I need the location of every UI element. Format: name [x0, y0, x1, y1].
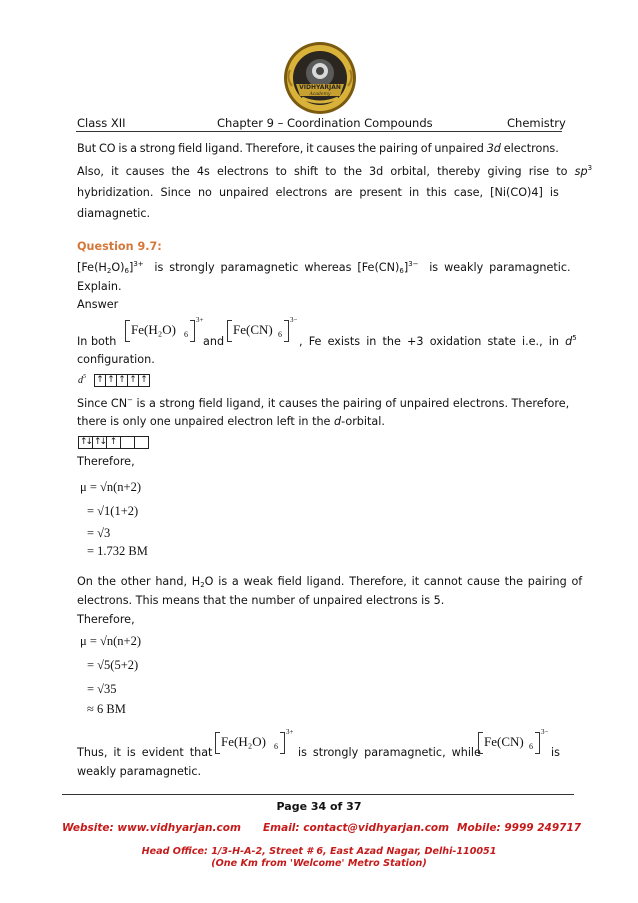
q: is strongly paramagnetic whereas [Fe(CN)	[154, 261, 400, 274]
complex-fe-h2o-2	[215, 728, 294, 759]
word: But	[77, 142, 97, 155]
orbital-box: ↑	[94, 374, 106, 387]
orbital-box	[121, 436, 135, 449]
word: 3d	[486, 142, 501, 155]
orbital-box: ↑	[107, 436, 121, 449]
bracket-left	[215, 732, 220, 754]
calc1	[80, 480, 148, 559]
page-number: Page 34 of 37	[276, 800, 362, 813]
calc2-line3: = √35	[87, 682, 117, 696]
bracket-right	[280, 732, 285, 754]
footer-rule	[62, 794, 574, 795]
calc1-line3: = √3	[87, 526, 111, 540]
question-label: Question 9.7:	[77, 240, 162, 253]
para1-line1	[77, 142, 559, 156]
word: the	[357, 142, 377, 155]
word: CO	[98, 142, 116, 155]
q: is weakly paramagnetic.	[429, 261, 571, 274]
footer-website: Website: www.vidhyarjan.com	[62, 822, 241, 834]
word: this	[426, 186, 447, 199]
thus-text-b: is strongly paramagnetic, while	[298, 746, 481, 759]
text: Also, it causes the 4s electrons to shift to the 3d orbital, thereby giving rise to	[77, 165, 568, 178]
sub: 6	[278, 330, 282, 339]
complex-fe-cn-1	[227, 316, 298, 347]
footer-office: Head Office: 1/3-H-A-2, Street # 6, East Azad Nagar, Delhi-110051	[141, 846, 497, 857]
thus-text-a: Thus, it is evident that	[77, 746, 213, 759]
text: there is only one unpaired electron left in the	[77, 415, 331, 428]
sp-text: sp	[574, 165, 588, 178]
sub: 6	[399, 267, 404, 275]
footer-email: Email: contact@vidhyarjan.com	[263, 822, 450, 834]
q: ]	[128, 261, 134, 274]
bracket-right	[190, 320, 195, 342]
word: hybridization.	[77, 186, 154, 199]
cn-line2	[77, 415, 385, 429]
header-chapter: Chapter 9 – Coordination Compounds	[217, 116, 433, 130]
sup: 5	[572, 334, 577, 342]
calc2	[80, 634, 141, 717]
low-spin-boxes	[78, 436, 149, 449]
sub: 6	[529, 742, 533, 751]
calc2-line2: = √5(5+2)	[87, 658, 139, 672]
text: O is a weak field ligand. Therefore, it cannot cause the pairing of	[204, 575, 583, 588]
and-text: and	[203, 335, 225, 348]
calc2-line4: ≈ 6 BM	[87, 702, 126, 716]
calc2-line1: μ = √n(n+2)	[80, 634, 141, 648]
header-rule	[76, 131, 562, 132]
sub: 6	[184, 330, 188, 339]
word: field	[178, 142, 203, 155]
word: electrons	[275, 186, 328, 199]
word: [Ni(CO)4]	[490, 186, 543, 199]
orbital-box: ↑	[139, 374, 150, 387]
word: present	[359, 186, 402, 199]
formula: Fe(H₂O)	[221, 734, 266, 749]
inboth-text: In both	[77, 335, 117, 348]
final-line: weakly paramagnetic.	[77, 765, 202, 778]
answer-label: Answer	[77, 298, 119, 311]
formula: Fe(CN)	[233, 322, 273, 337]
text: is a strong field ligand, it causes the pairing of unpaired electrons. Therefore,	[136, 397, 570, 410]
sup: −	[127, 396, 133, 404]
header-class: Class XII	[77, 116, 126, 130]
d-text: d	[334, 415, 342, 428]
formula: Fe(H₂O)	[131, 322, 176, 337]
word: is	[118, 142, 128, 155]
d5-label	[78, 375, 86, 386]
sup: 5	[83, 374, 86, 380]
sup: 3+	[286, 728, 294, 736]
thus-text-c: is	[551, 746, 560, 759]
orbital-box: ↑	[128, 374, 139, 387]
word: a	[130, 142, 137, 155]
sub: 2	[106, 267, 112, 275]
configuration-text: configuration.	[77, 353, 155, 366]
text: -orbital.	[341, 415, 385, 428]
bracket-left	[227, 320, 232, 342]
sup: 3−	[408, 260, 419, 268]
calc1-line1: μ = √n(n+2)	[80, 480, 141, 494]
word: strong	[139, 142, 176, 155]
complex-fe-cn-2	[478, 728, 549, 759]
para1-line3	[77, 186, 559, 200]
d: d	[78, 375, 83, 386]
q: ]	[403, 261, 409, 274]
word: of	[420, 142, 432, 155]
word: ligand.	[205, 142, 243, 155]
logo-subtext: Academy	[309, 92, 331, 97]
h2o-line2: electrons. This means that the number of unpaired electrons is 5.	[77, 594, 445, 607]
footer-station: (One Km from 'Welcome' Metro Station)	[211, 858, 427, 869]
cn-line1	[77, 397, 569, 411]
footer-mobile: Mobile: 9999 249717	[457, 822, 582, 834]
word: in	[409, 186, 420, 199]
text: Since CN	[77, 397, 128, 410]
orbital-box: ↑	[117, 374, 128, 387]
logo	[282, 40, 358, 116]
bracket-right	[284, 320, 289, 342]
word: causes	[316, 142, 356, 155]
sup: 3+	[133, 260, 144, 268]
therefore-2: Therefore,	[77, 613, 135, 626]
bracket-left	[125, 320, 130, 342]
word: pairing	[378, 142, 418, 155]
sup: 3	[587, 164, 593, 172]
sup: 3−	[541, 728, 549, 736]
word: is	[549, 186, 559, 199]
d5-diagram	[78, 374, 150, 387]
word: no	[197, 186, 212, 199]
orbital-box: ↑↓	[93, 437, 106, 447]
sup: 3+	[196, 316, 204, 324]
formula: Fe(CN)	[484, 734, 524, 749]
word: unpaired	[434, 142, 484, 155]
word: electrons.	[503, 142, 559, 155]
logo-text: VIDHYARJAN	[299, 84, 341, 91]
question-text	[77, 260, 571, 275]
sup: 3−	[290, 316, 298, 324]
word: it	[306, 142, 314, 155]
sub: 6	[124, 267, 129, 275]
sub: 6	[274, 742, 278, 751]
word: case,	[453, 186, 484, 199]
orbital-boxes	[94, 374, 150, 387]
logo-seal-icon	[282, 40, 358, 116]
word: Since	[160, 186, 191, 199]
h2o-line1	[77, 575, 583, 589]
calc1-line4: = 1.732 BM	[87, 544, 148, 558]
word: unpaired	[218, 186, 269, 199]
word: Therefore,	[245, 142, 304, 155]
therefore-1: Therefore,	[77, 455, 135, 468]
word: are	[334, 186, 353, 199]
bracket-left	[478, 732, 483, 754]
orbital-box: ↑↓	[79, 437, 92, 447]
bracket-right	[535, 732, 540, 754]
question-line2: Explain.	[77, 280, 122, 293]
complex-fe-h2o-1	[125, 316, 204, 347]
header-subject: Chemistry	[507, 116, 566, 130]
q: O)	[111, 261, 125, 274]
oxidation-text	[299, 335, 577, 349]
calc1-line2: = √1(1+2)	[87, 504, 139, 518]
q: [Fe(H	[77, 261, 107, 274]
para1-line2	[77, 164, 593, 179]
orbital-box: ↑	[106, 374, 117, 387]
text: , Fe exists in the +3 oxidation state i.e., in	[299, 335, 559, 348]
orbital-box	[135, 436, 149, 449]
text: On the other hand, H	[77, 575, 201, 588]
para1-line4: diamagnetic.	[77, 207, 151, 220]
sub: 2	[200, 581, 205, 589]
d-text: d	[565, 335, 573, 348]
